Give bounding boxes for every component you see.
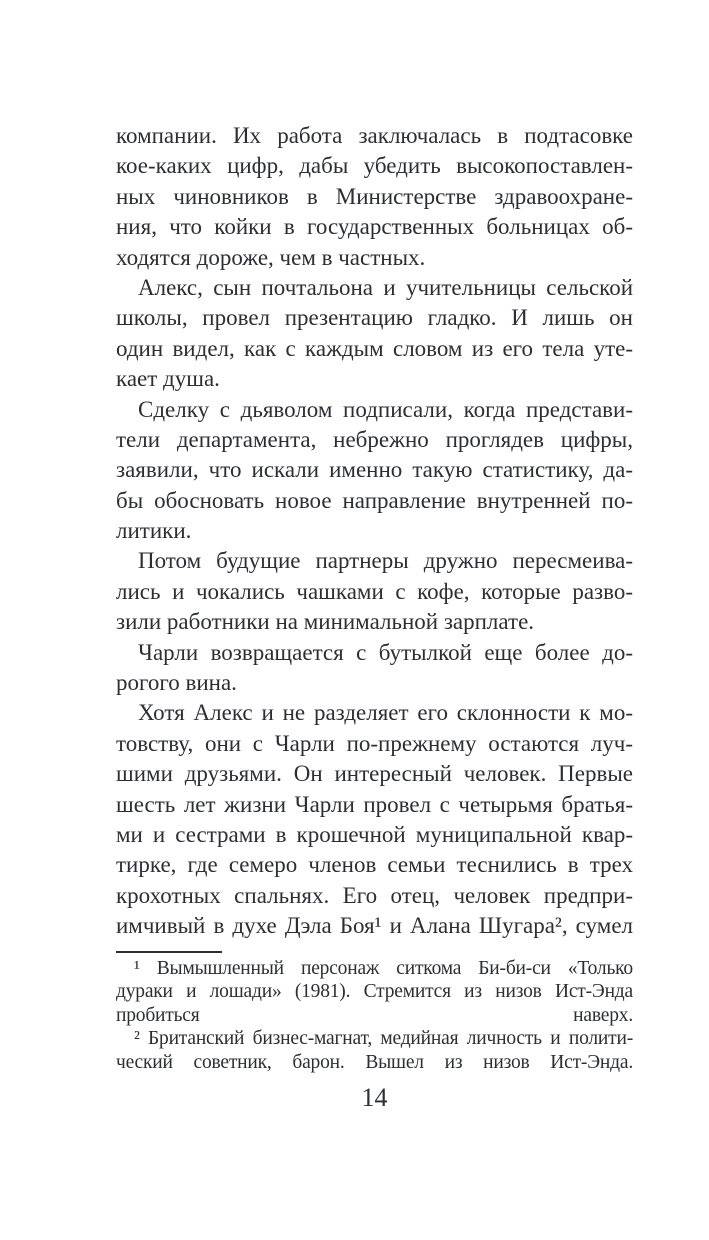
- body-line: шесть лет жизни Чарли провел с четырьмя братья-: [116, 791, 633, 817]
- paragraph: [116, 395, 633, 547]
- body-line: шими друзьями. Он интересный человек. Первые: [116, 761, 633, 787]
- body-line: крохотных спальнях. Его отец, человек предпри-: [116, 882, 633, 908]
- paragraph: [116, 698, 633, 941]
- body-line: Потом будущие партнеры дружно пересмеива-: [138, 548, 633, 574]
- body-line: компании. Их работа заключалась в подтасовке: [116, 123, 633, 148]
- body-line: кое-каких цифр, дабы убедить высокопоставлен-: [116, 153, 633, 179]
- body-line: литики.: [116, 518, 192, 544]
- body-line: имчивый в духе Дэла Боя¹ и Алана Шугара², сумел: [116, 913, 633, 939]
- body-line: Хотя Алекс и не разделяет его склонности к мо-: [138, 700, 633, 726]
- body-line: тели департамента, небрежно проглядев цифры,: [116, 426, 633, 452]
- body-line: ми и сестрами в крошечной муниципальной квар-: [116, 821, 633, 847]
- footnote-line: пробиться наверх.: [116, 1004, 633, 1026]
- paragraph: [116, 638, 633, 699]
- body-line: Алекс, сын почтальона и учительницы сельской: [138, 274, 633, 300]
- body-line: рогого вина.: [116, 670, 237, 696]
- page-number: 14: [361, 1083, 388, 1112]
- footnote-divider: [116, 951, 222, 953]
- body-line: школы, провел презентацию гладко. И лишь он: [116, 305, 633, 331]
- body-line: ния, что койки в государственных больницах об-: [116, 214, 633, 240]
- footnote-line: ² Британский бизнес-магнат, медийная личность и полити-: [134, 1028, 633, 1050]
- body-line: кает душа.: [116, 366, 220, 392]
- footnotes: [116, 957, 633, 1074]
- body-line: один видел, как с каждым словом из его тела уте-: [116, 335, 633, 361]
- body-line: заявили, что искали именно такую статистику, да-: [116, 457, 633, 483]
- footnote-line: ¹ Вымышленный персонаж ситкома Би-би-си «Только: [134, 958, 633, 979]
- paragraph: [116, 121, 633, 273]
- body-line: Сделку с дьяволом подписали, когда представи-: [138, 396, 633, 422]
- paragraph: [116, 546, 633, 637]
- body-line: лись и чокались чашками с кофе, которые разво-: [116, 578, 633, 604]
- body-line: ходятся дороже, чем в частных.: [116, 244, 426, 270]
- body-line: Чарли возвращается с бутылкой еще более до-: [138, 639, 633, 665]
- body-text: [116, 121, 633, 942]
- footnote-line: дураки и лошади» (1981). Стремится из низов Ист-Энда: [116, 981, 633, 1003]
- body-line: бы обосновать новое направление внутренней по-: [116, 487, 633, 513]
- footnote-line: ческий советник, барон. Вышел из низов Ист-Энда.: [116, 1051, 633, 1073]
- body-line: зили работники на минимальной зарплате.: [116, 609, 535, 635]
- body-line: товству, они с Чарли по-прежнему остаются луч-: [116, 730, 633, 756]
- paragraph: [116, 273, 633, 395]
- footnote: [116, 957, 633, 1027]
- body-line: ных чиновников в Министерстве здравоохране-: [116, 183, 633, 209]
- body-line: тирке, где семеро членов семьи теснились в трех: [116, 852, 633, 878]
- footnote: [116, 1027, 633, 1074]
